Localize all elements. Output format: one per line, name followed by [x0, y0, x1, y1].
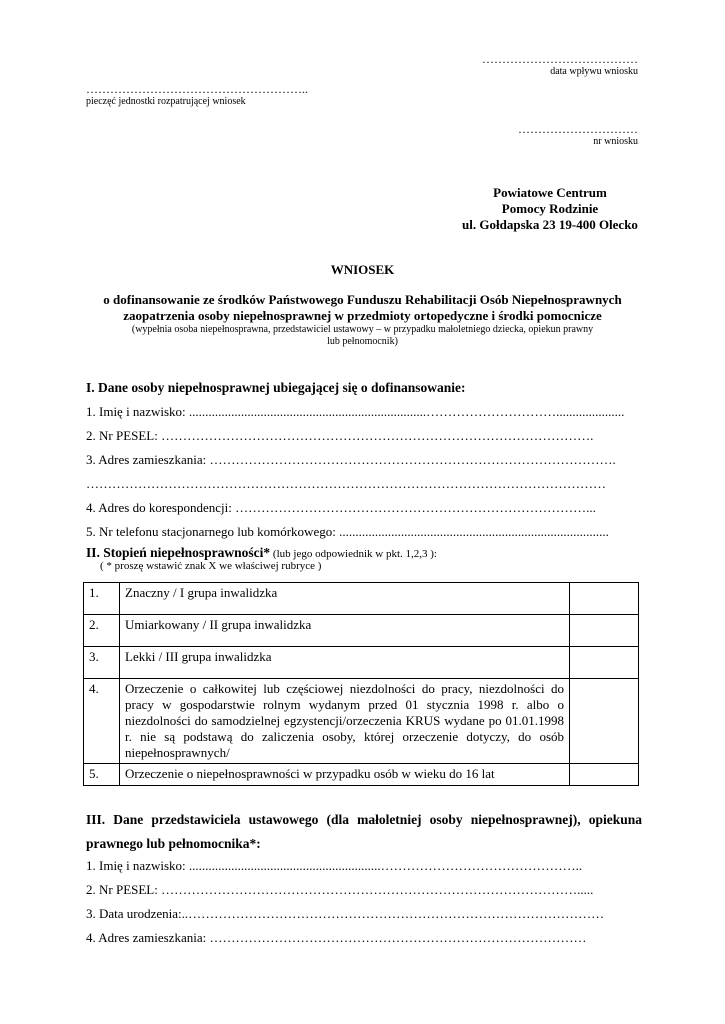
- row-text: Znaczny / I grupa inwalidzka: [120, 583, 570, 615]
- number-label: nr wniosku: [593, 136, 638, 147]
- row-number: 3.: [84, 647, 120, 679]
- subtitle-line1: o dofinansowanie ze środków Państwowego Funduszu Rehabilitacji Osób Niepełnosprawnych: [103, 292, 622, 307]
- subtitle-line2: zaopatrzenia osoby niepełnosprawnej w przedmioty ortopedyczne i środki pomocnicze: [123, 308, 602, 323]
- checkbox-degree-3[interactable]: [570, 647, 639, 679]
- form-note: [0, 324, 725, 348]
- row-number: 2.: [84, 615, 120, 647]
- rep-field-pesel[interactable]: 2. Nr PESEL: …………………………………………………………………………………….....: [86, 882, 594, 897]
- section2-heading-bold: II. Stopień niepełnosprawności*: [86, 545, 271, 560]
- field-name[interactable]: 1. Imię i nazwisko: .........................................................................………………………….....................: [86, 404, 625, 419]
- section3-heading-line1: III. Dane przedstawiciela ustawowego (dla małoletniej osoby niepełnosprawnej), opiekuna: [86, 812, 642, 827]
- date-label: data wpływu wniosku: [550, 66, 638, 77]
- checkbox-degree-2[interactable]: [570, 615, 639, 647]
- field-address[interactable]: 3. Adres zamieszkania: ………………………………………………………………………………….: [86, 452, 616, 467]
- recipient-line3: ul. Gołdapska 23 19-400 Olecko: [462, 217, 638, 232]
- row-text: Lekki / III grupa inwalidzka: [120, 647, 570, 679]
- rep-field-name[interactable]: 1. Imię i nazwisko: ...........................................................………………………………………..: [86, 858, 583, 873]
- section2-note: ( * proszę wstawić znak X we właściwej rubryce ): [100, 560, 322, 572]
- table-row: [84, 679, 639, 764]
- table-row: [84, 615, 639, 647]
- checkbox-degree-4[interactable]: [570, 679, 639, 764]
- field-correspondence[interactable]: 4. Adres do korespondencji: ………………………………………………………………………...: [86, 500, 596, 515]
- rep-field-birthdate[interactable]: 3. Data urodzenia:..……………………………………………………………………………………: [86, 906, 605, 921]
- row-text: Orzeczenie o niepełnosprawności w przypadku osób w wieku do 16 lat: [120, 764, 570, 786]
- section1-heading: I. Dane osoby niepełnosprawnej ubiegającej się o dofinansowanie:: [86, 380, 466, 395]
- table-row: [84, 647, 639, 679]
- field-phone[interactable]: 5. Nr telefonu stacjonarnego lub komórkowego: ...................................................................................: [86, 524, 609, 539]
- row-text: Orzeczenie o całkowitej lub częściowej niezdolności do pracy, niezdolności do pracy w gospodarstwie rolnym wydanym przed 01 stycznia 1998 r. albo o niezdolności do samodzielnej egzystencji/orzeczenia KRUS wydane po 01.01.1998 r. nie są podstawą do zaliczenia osoby, której orzeczenie dotyczy, do osób niepełnosprawnych/: [120, 679, 570, 764]
- number-dots: …………………………: [518, 122, 638, 136]
- row-text: Umiarkowany / II grupa inwalidzka: [120, 615, 570, 647]
- form-subtitle: [0, 292, 725, 324]
- row-number: 5.: [84, 764, 120, 786]
- row-number: 4.: [84, 679, 120, 764]
- table-row: [84, 583, 639, 615]
- recipient-line1: Powiatowe Centrum: [493, 185, 607, 200]
- field-pesel[interactable]: 2. Nr PESEL: ……………………………………………………………………………………….: [86, 428, 594, 443]
- section2-heading-rest: (lub jego odpowiednik w pkt. 1,2,3 ):: [270, 548, 437, 560]
- checkbox-degree-5[interactable]: [570, 764, 639, 786]
- checkbox-degree-1[interactable]: [570, 583, 639, 615]
- recipient-line2: Pomocy Rodzinie: [501, 201, 599, 216]
- date-dots: …………………………………: [482, 52, 638, 66]
- note-line1: (wypełnia osoba niepełnosprawna, przedstawiciel ustawowy – w przypadku małoletniego dziecka, opiekun prawny: [131, 324, 594, 335]
- rep-field-address[interactable]: 4. Adres zamieszkania: ……………………………………………………………………………: [86, 930, 587, 945]
- table-row: [84, 764, 639, 786]
- form-title: WNIOSEK: [330, 262, 395, 277]
- recipient: [420, 185, 680, 233]
- disability-degree-table: [83, 582, 639, 786]
- section3-heading-line2: prawnego lub pełnomocnika*:: [86, 836, 261, 851]
- stamp-label: pieczęć jednostki rozpatrującej wniosek: [86, 96, 246, 107]
- section2-heading: [86, 545, 437, 561]
- stamp-dots: ………………………………………………..: [86, 82, 308, 96]
- row-number: 1.: [84, 583, 120, 615]
- note-line2: lub pełnomocnik): [327, 336, 398, 347]
- field-address-cont[interactable]: …………………………………………………………………………………………………………: [86, 476, 606, 491]
